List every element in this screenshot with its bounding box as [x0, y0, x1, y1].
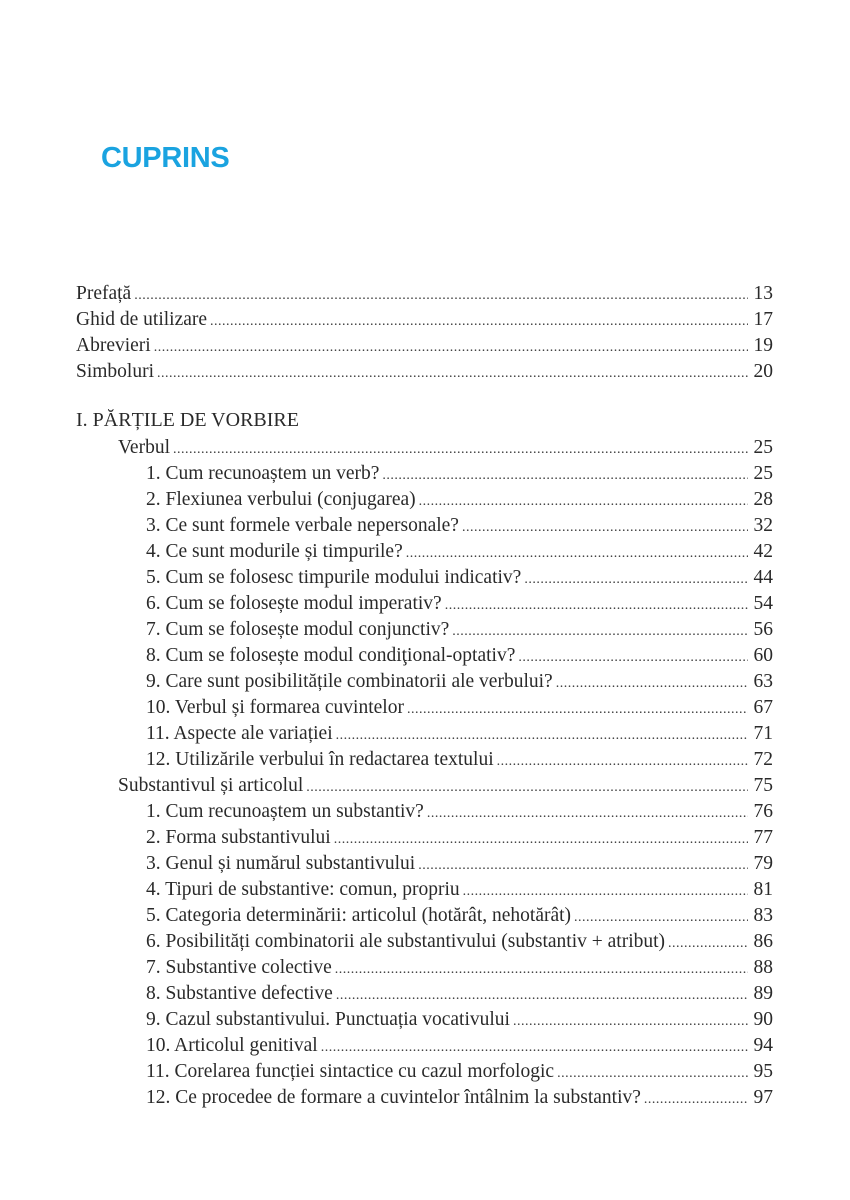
toc-entry-label: 12. Utilizările verbului în redactarea textului [146, 749, 494, 770]
toc-entry-label: 6. Cum se folosește modul imperativ? [146, 593, 442, 614]
toc-entry-label: 9. Care sunt posibilitățile combinatorii ale verbului? [146, 671, 553, 692]
toc-entry[interactable] [146, 721, 773, 747]
toc-entry-label: 4. Tipuri de substantive: comun, propriu [146, 879, 460, 900]
toc-entry-page: 25 [753, 437, 773, 458]
leader-dots [557, 1061, 748, 1087]
toc-entry-label: 12. Ce procedee de formare a cuvintelor întâlnim la substantiv? [146, 1087, 641, 1108]
toc-entry-page: 13 [753, 283, 773, 304]
toc-entry-page: 94 [753, 1035, 773, 1056]
leader-dots [173, 437, 748, 463]
toc-entry[interactable] [146, 617, 773, 643]
toc-entry-label: Substantivul și articolul [118, 775, 304, 796]
leader-dots [157, 361, 748, 387]
leader-dots [419, 489, 748, 515]
toc-entry-page: 75 [753, 775, 773, 796]
toc-entry-label: 4. Ce sunt modurile și timpurile? [146, 541, 403, 562]
page-title: CUPRINS [101, 142, 230, 174]
toc-entry-label: 7. Cum se folosește modul conjunctiv? [146, 619, 450, 640]
toc-entry-page: 76 [753, 801, 773, 822]
toc-entry-simboluri[interactable] [76, 359, 773, 385]
toc-entry[interactable] [146, 539, 773, 565]
leader-dots [335, 957, 748, 983]
leader-dots [644, 1087, 748, 1113]
leader-dots [463, 879, 748, 905]
leader-dots [462, 515, 748, 541]
leader-dots [518, 645, 748, 671]
toc-entry-label: 5. Categoria determinării: articolul (hotărât, nehotărât) [146, 905, 572, 926]
toc-entry-label: 11. Corelarea funcției sintactice cu cazul morfologic [146, 1061, 555, 1082]
toc-entry-page: 19 [753, 335, 773, 356]
toc-entry-label: 10. Verbul și formarea cuvintelor [146, 697, 404, 718]
toc-entry-label: Prefață [76, 283, 132, 304]
toc-entry-page: 67 [753, 697, 773, 718]
toc-entry[interactable] [146, 565, 773, 591]
leader-dots [418, 853, 748, 879]
toc-entry-page: 95 [753, 1061, 773, 1082]
toc-entry-page: 54 [753, 593, 773, 614]
toc-entry-label: 11. Aspecte ale variației [146, 723, 333, 744]
toc-entry-label: 8. Cum se folosește modul condiţional-optativ? [146, 645, 516, 666]
toc-entry[interactable] [146, 591, 773, 617]
toc-entry-label: 1. Cum recunoaștem un substantiv? [146, 801, 424, 822]
toc-entry-page: 79 [753, 853, 773, 874]
toc-entry-label: 2. Flexiunea verbului (conjugarea) [146, 489, 416, 510]
toc-entry[interactable] [146, 929, 773, 955]
toc-entry-label: 6. Posibilități combinatorii ale substantivului (substantiv + atribut) [146, 931, 666, 952]
leader-dots [574, 905, 748, 931]
leader-dots [306, 775, 748, 801]
toc-entry-page: 89 [753, 983, 773, 1004]
toc-entry-label: 3. Ce sunt formele verbale nepersonale? [146, 515, 459, 536]
leader-dots [445, 593, 748, 619]
toc-entry-page: 63 [753, 671, 773, 692]
toc-entry-label: 7. Substantive colective [146, 957, 332, 978]
toc-entry-label: Ghid de utilizare [76, 309, 208, 330]
toc-entry-page: 44 [753, 567, 773, 588]
toc-entry-page: 97 [753, 1087, 773, 1108]
toc-chapter-substantivul[interactable] [118, 773, 773, 799]
toc-entry-page: 86 [753, 931, 773, 952]
toc-entry-page: 90 [753, 1009, 773, 1030]
toc-entry-page: 17 [753, 309, 773, 330]
toc-entry[interactable] [146, 955, 773, 981]
toc-entry-label: 3. Genul și numărul substantivului [146, 853, 416, 874]
toc-entry[interactable] [146, 851, 773, 877]
toc-entry-label: Verbul [118, 437, 170, 458]
toc-entry-label: 10. Articolul genitival [146, 1035, 318, 1056]
toc-entry[interactable] [146, 903, 773, 929]
toc-entry[interactable] [146, 461, 773, 487]
toc-entry-page: 28 [753, 489, 773, 510]
toc-entry[interactable] [146, 877, 773, 903]
toc-entry[interactable] [146, 1007, 773, 1033]
part-heading: I. PĂRȚILE DE VORBIRE [76, 409, 299, 431]
toc-entry-abrevieri[interactable] [76, 333, 773, 359]
toc-entry[interactable] [146, 669, 773, 695]
toc-entry[interactable] [146, 747, 773, 773]
toc-entry-label: 8. Substantive defective [146, 983, 333, 1004]
toc-entry[interactable] [146, 981, 773, 1007]
toc-entry-page: 42 [753, 541, 773, 562]
leader-dots [407, 697, 748, 723]
toc-entry-page: 71 [753, 723, 773, 744]
toc-entry-page: 77 [753, 827, 773, 848]
toc-entry[interactable] [146, 695, 773, 721]
toc-entry[interactable] [146, 1085, 773, 1111]
toc-chapter-verbul[interactable] [118, 435, 773, 461]
toc-entry-label: Simboluri [76, 361, 155, 382]
leader-dots [336, 723, 748, 749]
toc-entry-page: 25 [753, 463, 773, 484]
leader-dots [524, 567, 748, 593]
toc-entry-label: Abrevieri [76, 335, 151, 356]
toc-entry[interactable] [146, 513, 773, 539]
leader-dots [452, 619, 748, 645]
toc-entry-label: 1. Cum recunoaștem un verb? [146, 463, 380, 484]
toc-entry-page: 20 [753, 361, 773, 382]
toc-entry[interactable] [146, 487, 773, 513]
leader-dots [497, 749, 748, 775]
toc-entry-label: 9. Cazul substantivului. Punctuația vocativului [146, 1009, 510, 1030]
leader-dots [334, 827, 748, 853]
toc-entry[interactable] [146, 825, 773, 851]
leader-dots [382, 463, 748, 489]
toc-entry[interactable] [146, 643, 773, 669]
toc-entry-label: 5. Cum se folosesc timpurile modului indicativ? [146, 567, 522, 588]
toc-entry-ghid[interactable] [76, 307, 773, 333]
leader-dots [134, 283, 748, 309]
toc-entry[interactable] [146, 1033, 773, 1059]
toc-entry-page: 83 [753, 905, 773, 926]
leader-dots [321, 1035, 748, 1061]
leader-dots [154, 335, 748, 361]
leader-dots [427, 801, 748, 827]
toc-entry-page: 56 [753, 619, 773, 640]
leader-dots [668, 931, 748, 957]
leader-dots [336, 983, 748, 1009]
leader-dots [513, 1009, 748, 1035]
toc-entry-page: 60 [753, 645, 773, 666]
toc-entry-page: 88 [753, 957, 773, 978]
toc-entry[interactable] [146, 799, 773, 825]
toc-entry-label: 2. Forma substantivului [146, 827, 331, 848]
toc-entry-page: 72 [753, 749, 773, 770]
toc-entry[interactable] [146, 1059, 773, 1085]
leader-dots [556, 671, 748, 697]
toc-entry-page: 32 [753, 515, 773, 536]
leader-dots [406, 541, 748, 567]
toc-entry-prefata[interactable] [76, 281, 773, 307]
toc-entry-page: 81 [753, 879, 773, 900]
leader-dots [210, 309, 748, 335]
